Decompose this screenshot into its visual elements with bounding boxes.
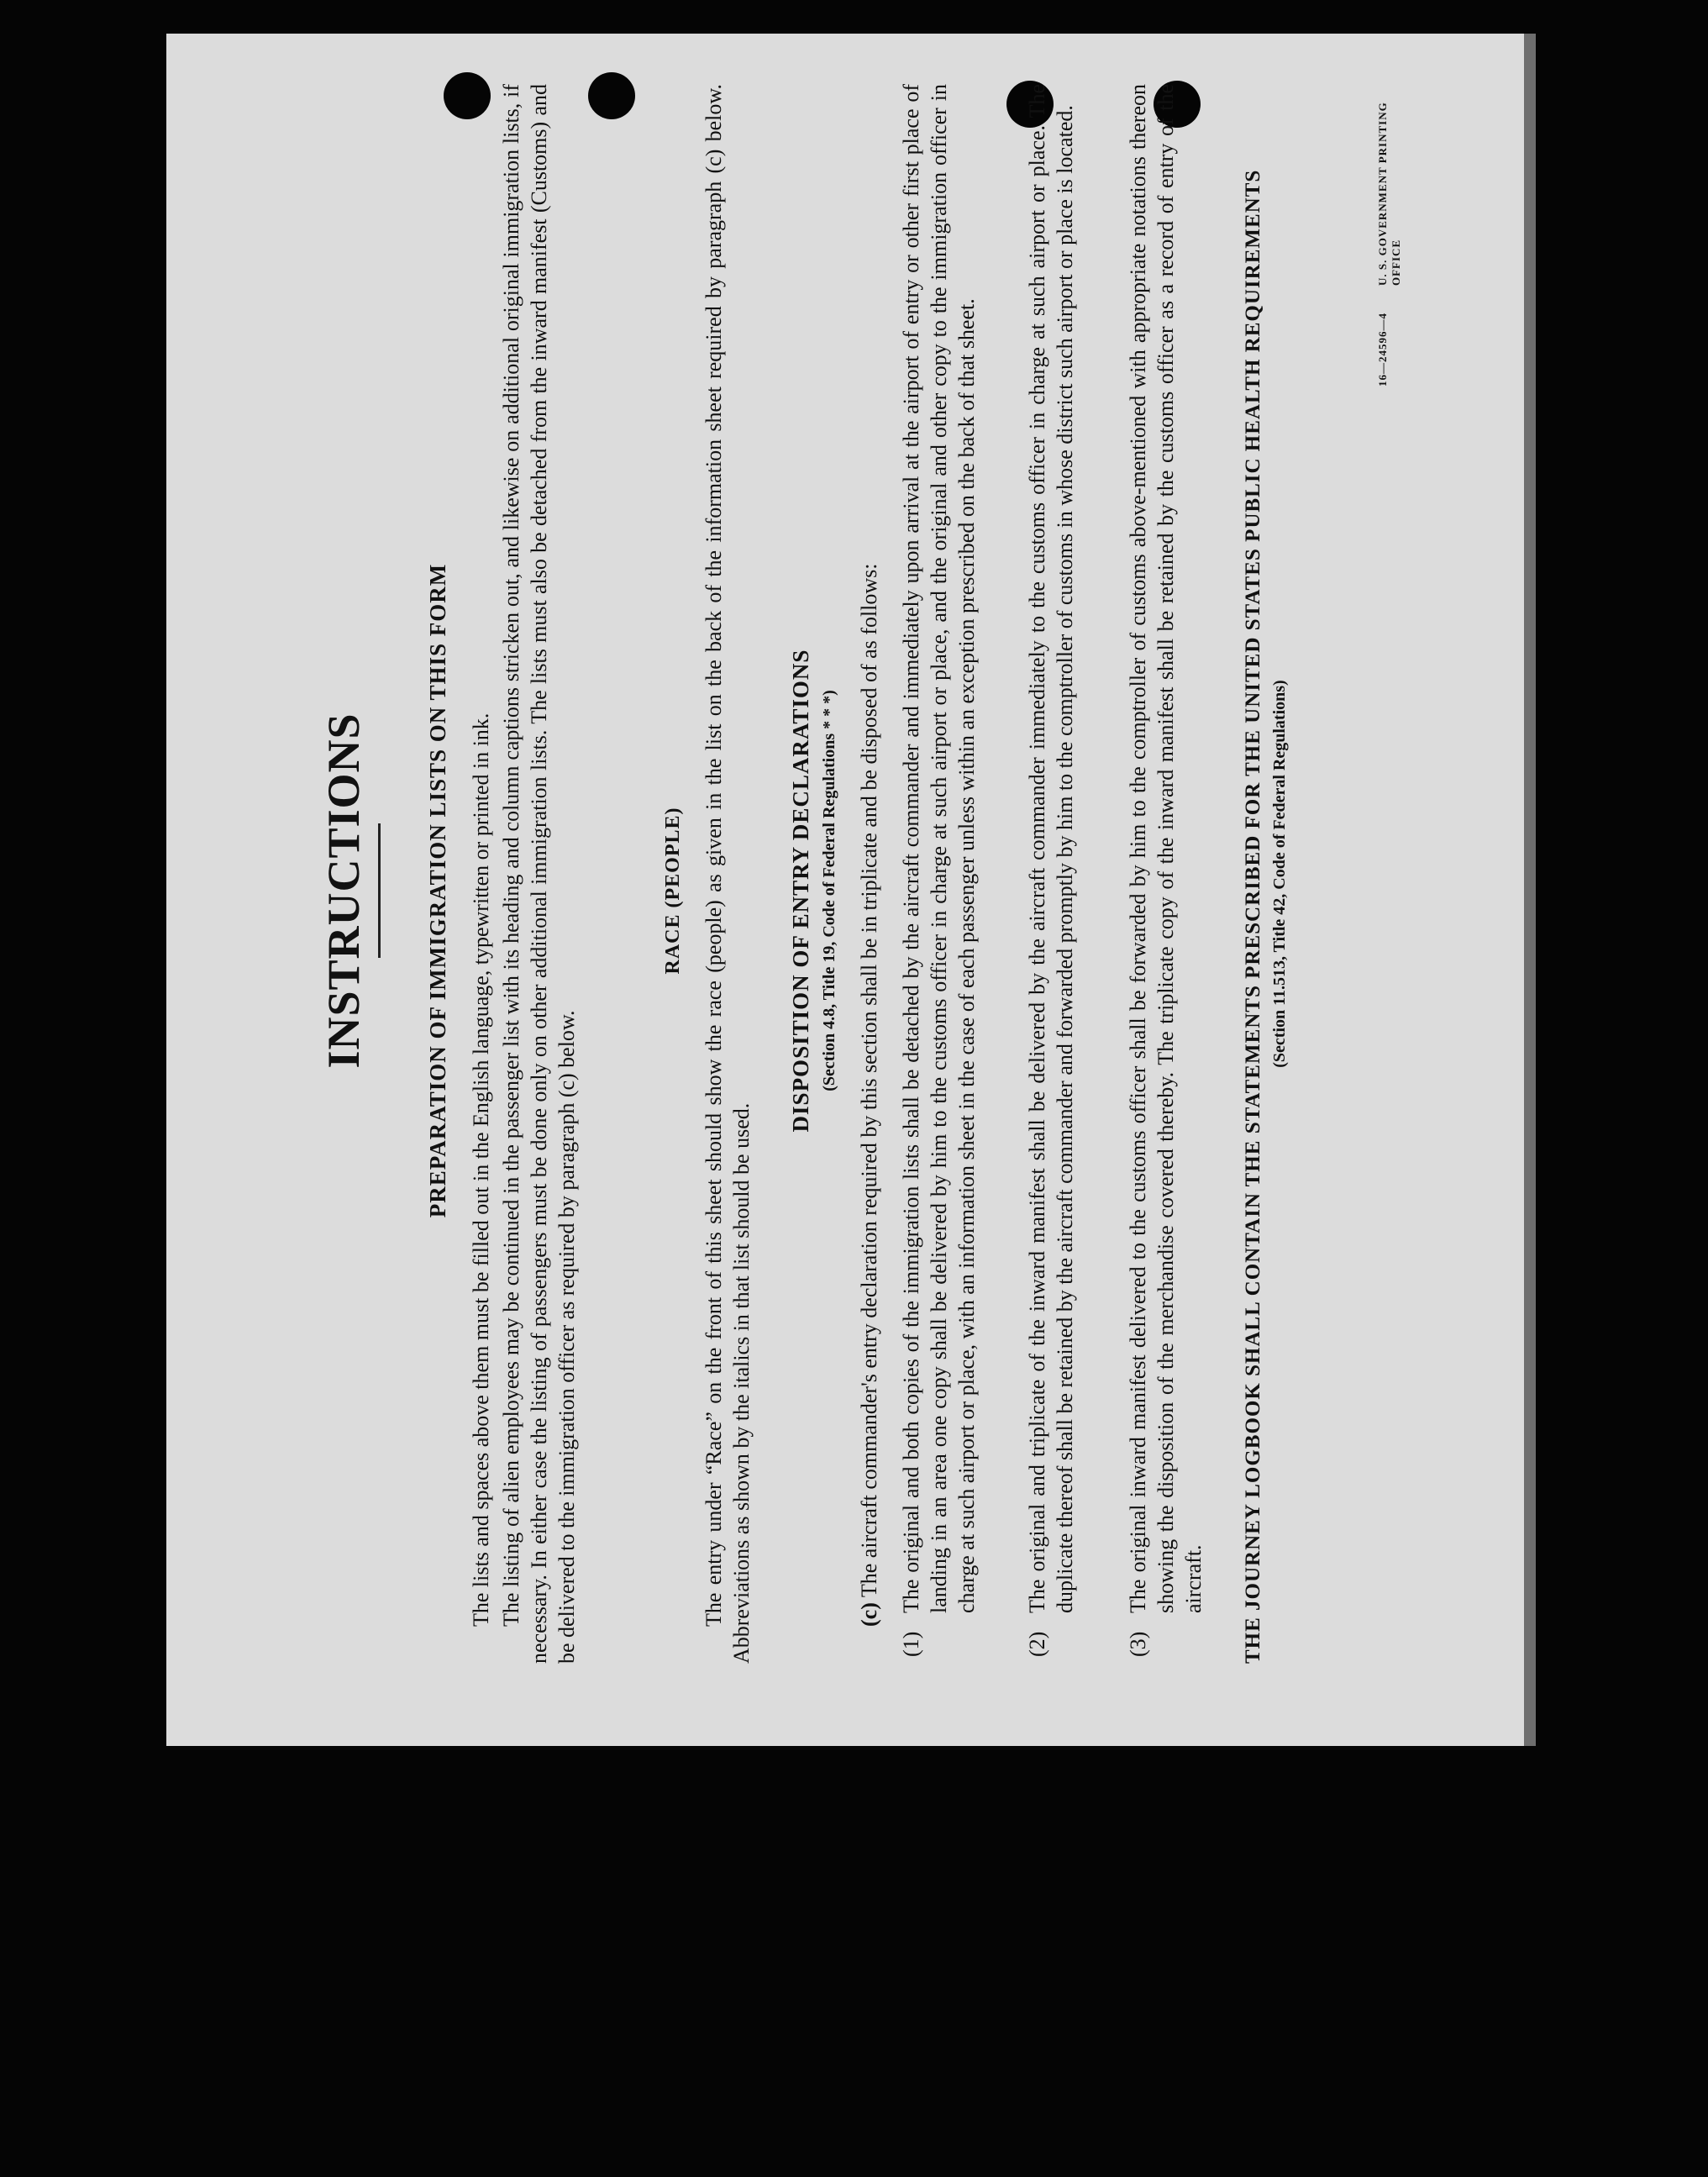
paragraph-alien-employees: [497, 84, 581, 1664]
list-item: [897, 84, 980, 1657]
page-edge: [1524, 34, 1536, 1746]
document-page: [166, 34, 1536, 1746]
heading-disposition: DISPOSITION OF ENTRY DECLARATIONS: [788, 649, 813, 1133]
printing-office: U. S. GOVERNMENT PRINTING OFFICE: [1376, 102, 1402, 286]
intro-text: The aircraft commander's entry declaration required by this section shall be in triplicate and be disposed of as follows:: [857, 563, 881, 1598]
intro-label: (c): [857, 1602, 881, 1627]
paragraph-intro: [855, 84, 883, 1664]
heading-race: RACE (PEOPLE): [662, 807, 684, 975]
list-item: [1023, 84, 1079, 1657]
list-item-text: The original inward manifest delivered to the customs officer shall be forwarded by him to the comptroller of customs above-mentioned with appropriate notations thereon showing the disposition of the merchandise covered thereby. The triplicate copy of the inward manifest shall be retained by the customs officer as a record of entry of the aircraft.: [1126, 84, 1206, 1613]
footer-logbook: THE JOURNEY LOGBOOK SHALL CONTAIN THE STATEMENTS PRESCRIBED FOR THE UNITED STATES PUBLIC HEALTH REQUIREMENTS: [1242, 169, 1264, 1664]
list-item-text: The original and triplicate of the inward manifest shall be delivered by the aircraft commander immediately to the customs officer in charge at such airport or place. The duplicate thereof shall be retained by the aircraft commander and forwarded promptly by him to the comptroller of customs in whose district such airport or place is located.: [1025, 84, 1077, 1613]
page-title: INSTRUCTIONS: [318, 713, 369, 1069]
rotated-content: [318, 67, 1410, 1714]
list-item-number: (1): [899, 1631, 923, 1657]
paragraph-race: [700, 84, 755, 1664]
paragraph-lists-text: The lists and spaces above them must be filled out in the English language, typewritten or printed in ink.: [469, 713, 493, 1627]
paragraph-lists: [467, 84, 495, 1664]
subheading-section: (Section 4.8, Title 19, Code of Federal Regulations * * *): [820, 690, 838, 1091]
list-item-text: The original and both copies of the immigration lists shall be detached by the aircraft commander and immediately upon arrival at the airport of entry or other first place of landing in an area one copy shall be delivered by him to the customs officer in charge at such airport or place, and the original and other copy to the immigration officer in charge at such airport or place, with an information sheet in the case of each passenger unless within an exception prescribed on the back of that sheet.: [899, 84, 979, 1613]
list-item: [1124, 84, 1207, 1657]
paragraph-alien-employees-text: The listing of alien employees may be continued in the passenger list with its heading and column captions stricken out, and likewise on additional original immigration lists, if necessary. In either case the listing of passengers must be done only on other additional immigration lists. The lists must also be detached from the inward manifest (Customs) and be delivered to the immigration officer as required by paragraph (c) below.: [499, 84, 579, 1664]
heading-preparation: PREPARATION OF IMMIGRATION LISTS ON THIS FORM: [425, 563, 450, 1218]
list-item-number: (3): [1126, 1631, 1150, 1657]
paragraph-race-text: The entry under “Race” on the front of this sheet should show the race (people) as given in the list on the back of the information sheet required by paragraph (c) below. Abbreviations as shown by the italics in that list should be used.: [702, 84, 754, 1664]
list-item-number: (2): [1025, 1631, 1049, 1657]
print-code: 16—24596—4: [1376, 313, 1389, 386]
footer-citation: (Section 11.513, Title 42, Code of Federal Regulations): [1270, 680, 1289, 1068]
title-underline: [378, 823, 381, 958]
